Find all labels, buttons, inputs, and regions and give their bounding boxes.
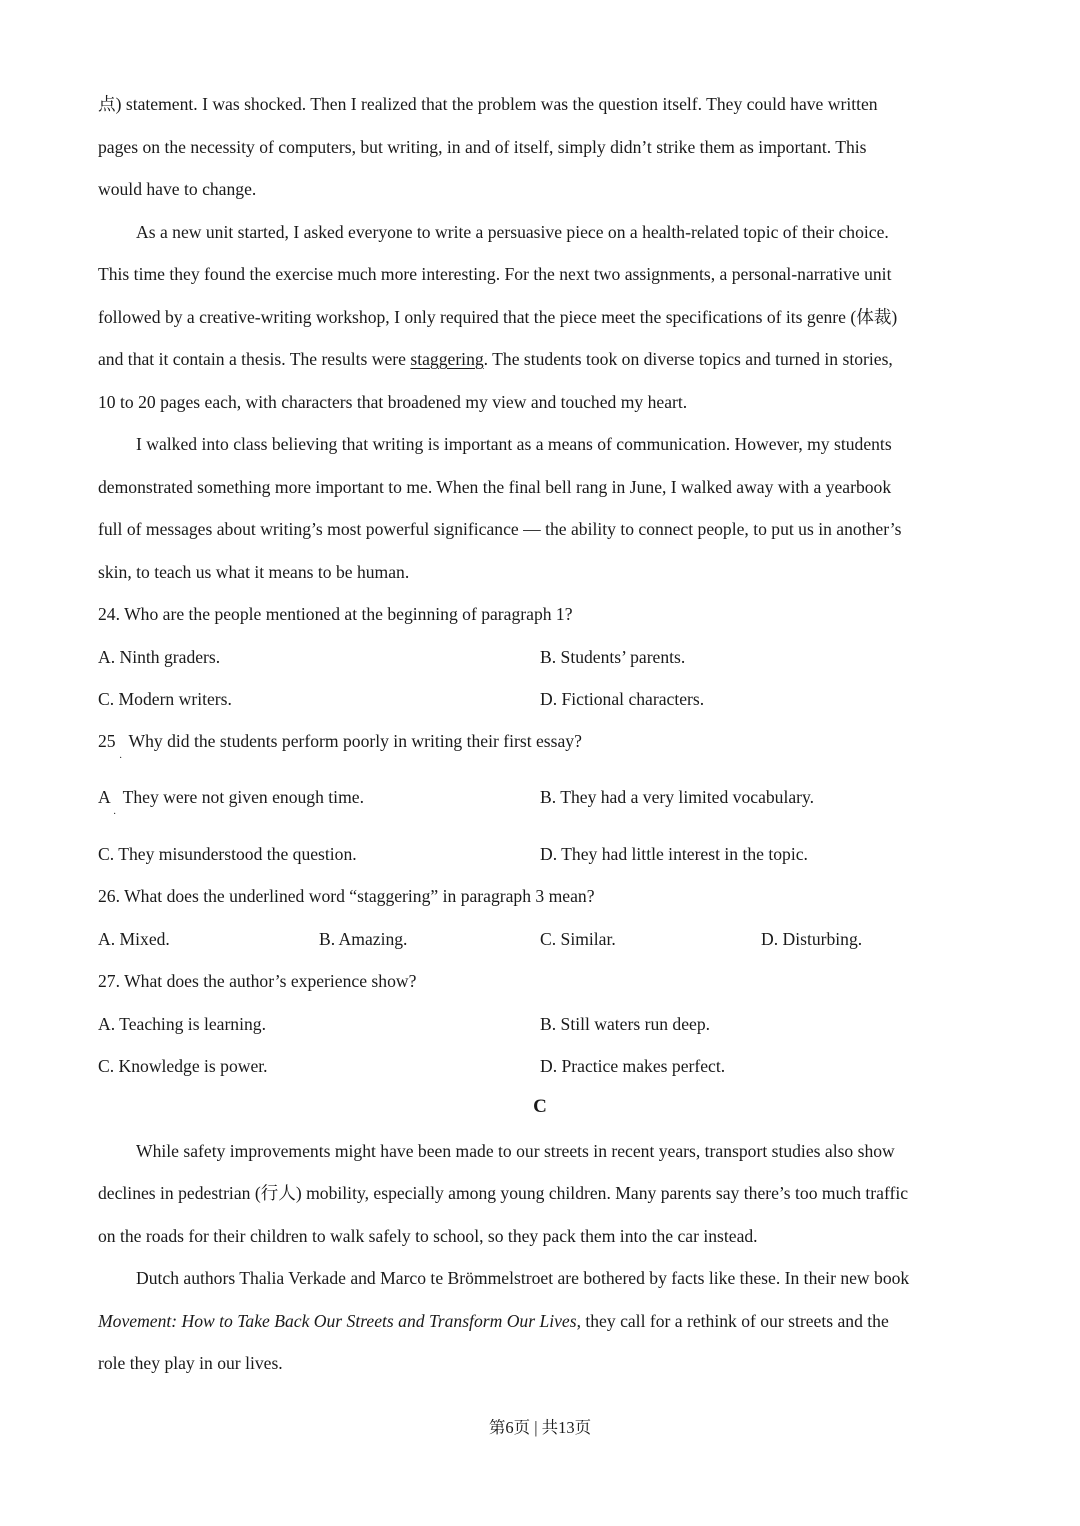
underlined-word-staggering: staggering [410, 349, 484, 369]
question-24-stem: 24. Who are the people mentioned at the beginning of paragraph 1? [98, 604, 573, 624]
passage-c-para-1-line-1: While safety improvements might have been made to our streets in recent years, transport studies also show [136, 1141, 895, 1161]
text-segment: . The students took on diverse topics and turned in stories, [483, 349, 893, 369]
passage-c-para-1-line-2: declines in pedestrian (行人) mobility, especially among young children. Many parents say there’s too much traffic [98, 1183, 909, 1203]
passage-b-para-b-line-5: 10 to 20 pages each, with characters that broadened my view and touched my heart. [98, 392, 688, 412]
text-segment: , they call for a rethink of our streets and the [576, 1311, 889, 1331]
passage-c-para-2-line-2 [98, 1309, 889, 1333]
passage-b-para-b-line-1: As a new unit started, I asked everyone to write a persuasive piece on a health-related topic of their choice. [136, 222, 889, 242]
question-24-option-b: B. Students’ parents. [540, 647, 686, 667]
passage-c-para-2-line-1: Dutch authors Thalia Verkade and Marco te Brömmelstroet are bothered by facts like these. In their new book [136, 1268, 910, 1288]
question-27-option-c: C. Knowledge is power. [98, 1056, 268, 1076]
question-27-option-b: B. Still waters run deep. [540, 1014, 711, 1034]
passage-b-para-a-line-2: pages on the necessity of computers, but writing, in and of itself, simply didn’t strike them as important. This [98, 137, 867, 157]
question-27-stem: 27. What does the author’s experience show? [98, 971, 417, 991]
passage-b-para-b-line-4 [98, 347, 893, 371]
question-26-stem: 26. What does the underlined word “staggering” in paragraph 3 mean? [98, 886, 595, 906]
misprint-dot: · [119, 753, 123, 764]
passage-c-para-2-line-3: role they play in our lives. [98, 1353, 283, 1373]
section-heading-c: C [533, 1096, 547, 1117]
question-25-option-c: C. They misunderstood the question. [98, 844, 357, 864]
question-25-stem: 25 Why did the students perform poorly in writing their first essay? [98, 731, 582, 751]
passage-b-para-c-line-2: demonstrated something more important to me. When the final bell rang in June, I walked away with a yearbook [98, 477, 892, 497]
question-27-option-a: A. Teaching is learning. [98, 1014, 266, 1034]
question-26-option-c: C. Similar. [540, 929, 616, 949]
passage-b-para-a-line-1: 点) statement. I was shocked. Then I realized that the problem was the question itself. They could have written [98, 94, 878, 114]
question-25-option-d: D. They had little interest in the topic. [540, 844, 808, 864]
question-26-option-b: B. Amazing. [319, 929, 408, 949]
misprint-dot: · [113, 809, 117, 820]
question-26-option-a: A. Mixed. [98, 929, 170, 949]
question-24-option-a: A. Ninth graders. [98, 647, 221, 667]
question-27-option-d: D. Practice makes perfect. [540, 1056, 726, 1076]
page-footer: 第6页 | 共13页 [488, 1418, 592, 1437]
question-25-option-b: B. They had a very limited vocabulary. [540, 787, 815, 807]
passage-b-para-b-line-3: followed by a creative-writing workshop, I only required that the piece meet the specifications of its genre (体裁) [98, 307, 898, 327]
passage-b-para-c-line-3: full of messages about writing’s most powerful significance — the ability to connect people, to put us in another’s [98, 519, 902, 539]
passage-b-para-b-line-2: This time they found the exercise much more interesting. For the next two assignments, a personal-narrative unit [98, 264, 892, 284]
passage-b-para-a-line-3: would have to change. [98, 179, 257, 199]
passage-c-para-1-line-3: on the roads for their children to walk safely to school, so they pack them into the car instead. [98, 1226, 758, 1246]
passage-b-para-c-line-4: skin, to teach us what it means to be human. [98, 562, 410, 582]
text-segment: and that it contain a thesis. The results were [98, 349, 411, 369]
question-24-option-c: C. Modern writers. [98, 689, 232, 709]
book-title: Movement: How to Take Back Our Streets and Transform Our Lives [98, 1311, 577, 1331]
passage-b-para-c-line-1: I walked into class believing that writing is important as a means of communication. However, my students [136, 434, 892, 454]
question-26-option-d: D. Disturbing. [761, 929, 863, 949]
question-25-option-a: A They were not given enough time. [98, 787, 364, 807]
question-24-option-d: D. Fictional characters. [540, 689, 705, 709]
